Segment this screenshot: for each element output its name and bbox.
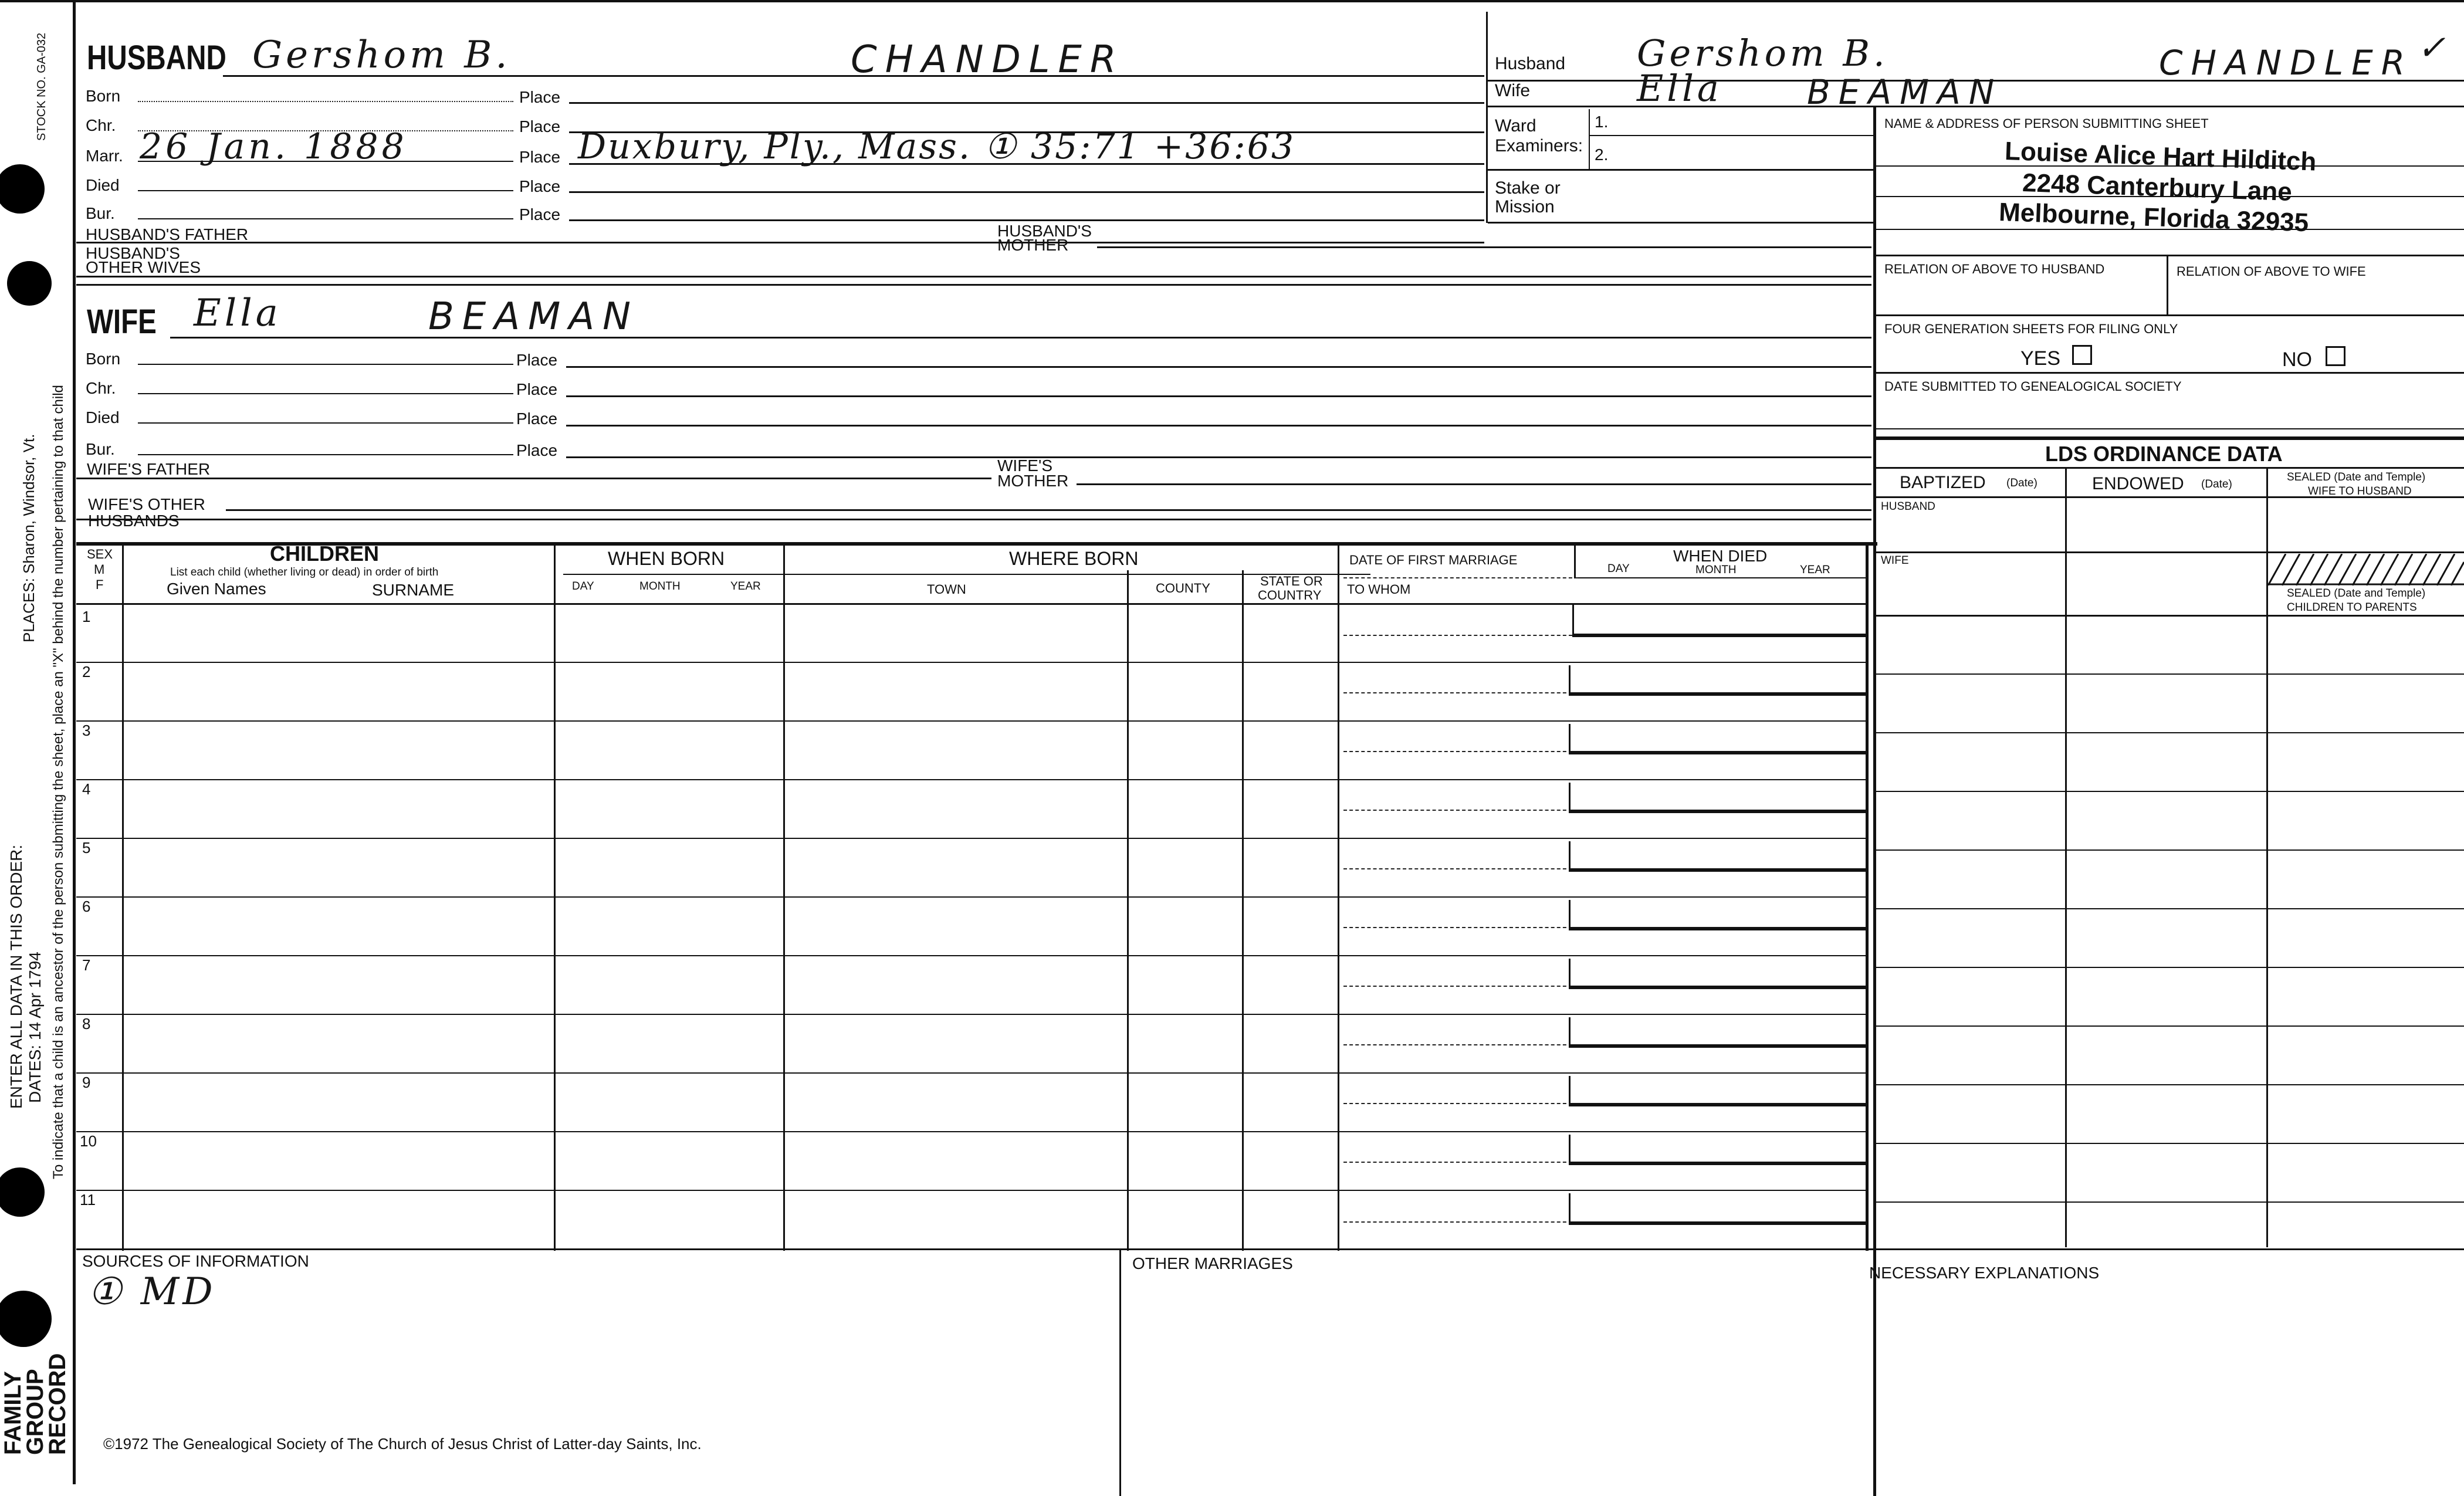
row-number: 2 [82, 663, 91, 681]
died-day-header: DAY [1607, 563, 1630, 575]
row-number: 11 [80, 1191, 96, 1209]
examiner-1-field[interactable]: 1. [1595, 113, 1609, 131]
given-names-header: Given Names [167, 580, 266, 598]
index-husband-surname[interactable]: CHANDLER [2159, 43, 2414, 83]
wife-father-label: WIFE'S FATHER [87, 460, 211, 478]
place-label: Place [519, 88, 561, 106]
children-note: List each child (whether living or dead) in order of birth [170, 566, 439, 578]
wife-bur-field[interactable] [138, 454, 513, 455]
child-row[interactable] [76, 1014, 1866, 1072]
punch-hole [0, 164, 45, 214]
necessary-explanations-label: NECESSARY EXPLANATIONS [1869, 1264, 2100, 1282]
to-whom-header: TO WHOM [1347, 582, 1411, 597]
wife-died-field[interactable] [138, 422, 513, 424]
punch-hole [0, 1291, 52, 1347]
husband-given-name[interactable]: Gershom B. [252, 33, 511, 77]
died-year-header: YEAR [1800, 564, 1830, 576]
mission-label: Mission [1495, 197, 1555, 216]
submitter-label: NAME & ADDRESS OF PERSON SUBMITTING SHEET [1884, 116, 2209, 131]
husband-marr-date[interactable]: 26 Jan. 1888 [140, 126, 408, 167]
enter-data-note: ENTER ALL DATA IN THIS ORDER: [7, 844, 25, 1109]
husband-died-field[interactable] [138, 190, 513, 191]
husband-chr-label: Chr. [86, 116, 116, 134]
index-wife-label: Wife [1495, 81, 1530, 100]
sealed-hatch [2268, 554, 2464, 585]
dates-note: DATES: 14 Apr 1794 [26, 952, 44, 1103]
husband-bur-label: Bur. [86, 204, 115, 222]
place-label: Place [516, 441, 558, 459]
child-row[interactable] [76, 1190, 1866, 1248]
page-border-top [0, 0, 2464, 2]
sex-m-header: M [94, 562, 105, 577]
country-header: COUNTRY [1258, 588, 1322, 603]
husband-mother-label: HUSBAND'S [997, 222, 1092, 240]
place-label: Place [519, 205, 561, 224]
surname-header: SURNAME [372, 581, 455, 599]
row-number: 10 [80, 1132, 97, 1150]
when-died-header: WHEN DIED [1673, 547, 1768, 565]
index-husband-label: Husband [1495, 54, 1566, 73]
wife-born-place-field[interactable] [566, 366, 1871, 368]
lds-wife-row: WIFE [1881, 554, 1909, 567]
stake-label: Stake or [1495, 178, 1561, 198]
husband-marr-label: Marr. [86, 147, 123, 165]
ward-label: Ward [1495, 116, 1536, 136]
wife-died-place-field[interactable] [566, 425, 1871, 427]
baptized-label: BAPTIZED [1900, 473, 1986, 492]
child-row[interactable] [76, 896, 1866, 955]
sealed-children-to-parents-label: CHILDREN TO PARENTS [2287, 601, 2417, 614]
when-born-header: WHEN BORN [608, 548, 725, 569]
sources-entry[interactable]: ① MD [88, 1270, 216, 1314]
place-label: Place [519, 117, 561, 136]
baptized-date-tag: (Date) [2006, 477, 2037, 489]
examiners-label: Examiners: [1495, 136, 1583, 155]
places-note: PLACES: Sharon, Windsor, Vt. [20, 434, 38, 642]
sealed-wife-to-husband-label: WIFE TO HUSBAND [2308, 485, 2412, 497]
submitter-name: Louise Alice Hart Hilditch [2004, 137, 2317, 177]
yes-checkbox[interactable] [2072, 345, 2092, 365]
husband-bur-place-field[interactable] [569, 219, 1484, 221]
place-label: Place [516, 409, 558, 428]
place-label: Place [519, 148, 561, 166]
form-title-group: GROUP [22, 1369, 48, 1455]
left-margin-rule [73, 0, 76, 1484]
sealed-children-label: SEALED (Date and Temple) [2287, 587, 2426, 600]
children-title: CHILDREN [270, 541, 379, 566]
submitter-street: 2248 Canterbury Lane [2022, 168, 2293, 207]
endowed-label: ENDOWED [2092, 474, 2184, 493]
no-checkbox[interactable] [2326, 346, 2345, 366]
child-row[interactable] [76, 779, 1866, 838]
copyright-text: ©1972 The Genealogical Society of The Church of Jesus Christ of Latter-day Saints, Inc. [103, 1435, 702, 1453]
relation-wife-label: RELATION OF ABOVE TO WIFE [2177, 264, 2366, 279]
husband-died-label: Died [86, 176, 120, 194]
wife-surname[interactable]: BEAMAN [428, 295, 639, 339]
wife-bur-place-field[interactable] [566, 456, 1871, 458]
wife-chr-field[interactable] [138, 393, 513, 394]
state-header: STATE OR [1260, 574, 1323, 588]
stock-number: STOCK NO. GA-032 [35, 32, 48, 141]
wife-other-husbands-label-2: HUSBANDS [88, 512, 180, 530]
child-row[interactable] [76, 1131, 1866, 1190]
endowed-date-tag: (Date) [2201, 478, 2232, 490]
form-title-family: FAMILY [0, 1371, 26, 1455]
other-marriages-label: OTHER MARRIAGES [1132, 1254, 1293, 1272]
row-number: 3 [82, 722, 91, 739]
index-husband-given[interactable]: Gershom B. [1637, 32, 1888, 75]
index-wife-surname[interactable]: BEAMAN [1807, 72, 2003, 112]
wife-chr-label: Chr. [86, 379, 116, 397]
child-row[interactable] [76, 662, 1866, 720]
row-number: 9 [82, 1074, 91, 1091]
husband-other-wives-label-2: OTHER WIVES [86, 258, 201, 276]
town-header: TOWN [927, 582, 966, 597]
punch-hole [7, 261, 52, 306]
no-label: NO [2282, 348, 2312, 371]
row-number: 4 [82, 780, 91, 798]
sex-f-header: F [96, 577, 104, 592]
date-submitted-label: DATE SUBMITTED TO GENEALOGICAL SOCIETY [1884, 379, 2182, 394]
child-row[interactable] [76, 603, 1866, 662]
sex-header: SEX [87, 547, 113, 561]
four-gen-label: FOUR GENERATION SHEETS FOR FILING ONLY [1884, 321, 2178, 336]
submitter-city: Melbourne, Florida 32935 [1998, 198, 2309, 238]
yes-label: YES [2020, 347, 2061, 370]
wife-died-label: Died [86, 408, 120, 427]
punch-hole [0, 1167, 45, 1217]
husband-died-place-field[interactable] [569, 191, 1484, 193]
place-label: Place [516, 351, 558, 369]
husband-born-label: Born [86, 87, 121, 105]
husband-other-wives-field[interactable] [76, 276, 1871, 277]
sources-label: SOURCES OF INFORMATION [82, 1252, 309, 1270]
where-born-header: WHERE BORN [1009, 548, 1139, 569]
row-number: 5 [82, 839, 91, 857]
died-month-header: MONTH [1695, 564, 1737, 576]
husband-mother-field[interactable] [1097, 246, 1871, 248]
place-label: Place [519, 177, 561, 195]
husband-heading: HUSBAND [87, 39, 226, 77]
wife-chr-place-field[interactable] [566, 395, 1871, 397]
husband-bur-field[interactable] [138, 218, 513, 219]
child-row[interactable] [76, 838, 1866, 896]
wife-mother-field[interactable] [1077, 483, 1871, 485]
sealed-label: SEALED (Date and Temple) [2287, 471, 2426, 483]
husband-surname[interactable]: CHANDLER [851, 38, 1125, 82]
husband-other-wives-label: HUSBAND'S [86, 244, 180, 262]
examiner-2-field[interactable]: 2. [1595, 145, 1609, 164]
form-title-record: RECORD [45, 1353, 70, 1455]
born-day-header: DAY [572, 580, 594, 593]
wife-born-label: Born [86, 350, 121, 368]
child-row[interactable] [76, 1072, 1866, 1131]
first-marriage-header: DATE OF FIRST MARRIAGE [1349, 553, 1518, 567]
child-row[interactable] [76, 955, 1866, 1014]
wife-given-name[interactable]: Ella [194, 292, 282, 335]
relation-husband-label: RELATION OF ABOVE TO HUSBAND [1884, 262, 2105, 276]
wife-born-field[interactable] [138, 364, 513, 365]
husband-father-label: HUSBAND'S FATHER [86, 225, 249, 243]
husband-born-field[interactable] [138, 101, 513, 102]
row-number: 7 [82, 956, 91, 974]
husband-born-place-field[interactable] [569, 102, 1484, 104]
lds-title: LDS ORDINANCE DATA [2045, 442, 2283, 466]
lds-husband-row: HUSBAND [1881, 500, 1935, 513]
wife-other-husbands-field[interactable] [226, 509, 1871, 511]
child-row[interactable] [76, 720, 1866, 779]
row-number: 8 [82, 1015, 91, 1033]
row-number: 6 [82, 898, 91, 915]
child-ancestor-note: To indicate that a child is an ancestor of the person submitting the sheet, place an "X" behind the number pertaining to that child [50, 385, 66, 1179]
index-wife-given[interactable]: Ella [1637, 67, 1722, 110]
row-number: 1 [82, 608, 91, 625]
county-header: COUNTY [1156, 581, 1210, 595]
check-mark-icon: ✓ [2417, 28, 2446, 67]
born-year-header: YEAR [730, 580, 761, 593]
wife-bur-label: Bur. [86, 440, 115, 458]
husband-mother-label-2: MOTHER [997, 236, 1069, 254]
husband-marr-place[interactable]: Duxbury, Ply., Mass. ① 35:71 +36:63 [578, 126, 1296, 167]
wife-mother-label: WIFE'S [997, 456, 1053, 475]
wife-other-husbands-label: WIFE'S OTHER [88, 495, 205, 513]
wife-heading: WIFE [87, 303, 157, 341]
wife-mother-label-2: MOTHER [997, 472, 1069, 490]
born-month-header: MONTH [639, 580, 681, 593]
place-label: Place [516, 380, 558, 398]
